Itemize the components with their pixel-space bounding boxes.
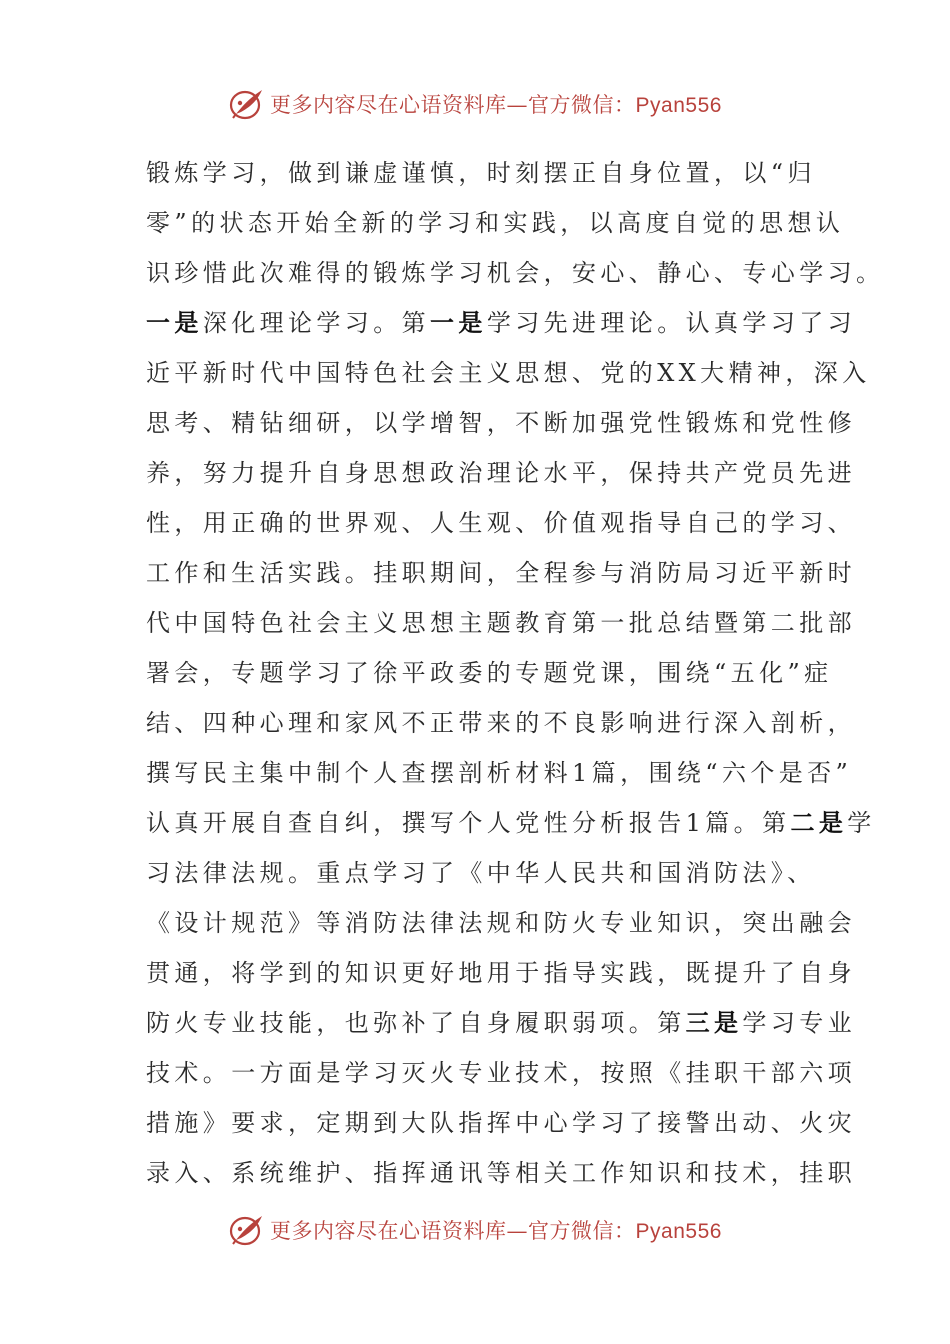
quill-logo-icon xyxy=(228,87,266,121)
text-line xyxy=(146,498,856,548)
text-line xyxy=(146,1148,856,1198)
footer-wechat-id: Pyan556 xyxy=(635,1220,722,1243)
text-run: 防火专业技能，也弥补了自身履职弱项。第 xyxy=(146,1009,686,1037)
text-line xyxy=(146,648,833,698)
text-run: 撰写民主集中制个人查摆剖析材料1篇，围绕“六个是否” xyxy=(146,759,853,787)
header-text: 更多内容尽在心语资料库—官方微信：Pyan556 xyxy=(270,93,722,117)
header-banner xyxy=(0,82,950,126)
text-run: 思考、精钻细研，以学增智，不断加强党性锻炼和党性修 xyxy=(146,409,856,437)
text-run: 学 xyxy=(847,809,876,837)
footer-banner xyxy=(0,1208,950,1252)
text-run: 署会，专题学习了徐平政委的专题党课，围绕“五化”症 xyxy=(146,659,833,687)
text-line xyxy=(146,1048,856,1098)
text-run: 学习专业 xyxy=(742,1009,857,1037)
text-line xyxy=(146,1098,856,1148)
text-line xyxy=(146,998,857,1048)
text-line xyxy=(146,948,856,998)
bold-marker: 一是 xyxy=(430,309,487,337)
text-line xyxy=(146,748,853,798)
text-run: 近平新时代中国特色社会主义思想、党的XX大精神，深入 xyxy=(146,359,871,387)
text-run: 工作和生活实践。挂职期间，全程参与消防局习近平新时 xyxy=(146,559,856,587)
text-run: 识珍惜此次难得的锻炼学习机会，安心、静心、专心学习。 xyxy=(146,259,885,287)
text-line xyxy=(146,148,826,198)
text-run: 代中国特色社会主义思想主题教育第一批总结暨第二批部 xyxy=(146,609,856,637)
bold-marker: 一是 xyxy=(146,309,203,337)
text-run: 措施》要求，定期到大队指挥中心学习了接警出动、火灾 xyxy=(146,1109,856,1137)
text-line xyxy=(146,248,885,298)
text-run: 深化理论学习。第 xyxy=(202,309,431,337)
text-run: 贯通，将学到的知识更好地用于指导实践，既提升了自身 xyxy=(146,959,856,987)
bold-marker: 二是 xyxy=(790,809,848,837)
text-line xyxy=(146,548,856,598)
text-line xyxy=(146,198,845,248)
text-run: 录入、系统维护、指挥通讯等相关工作知识和技术，挂职 xyxy=(146,1159,856,1187)
text-run: 性，用正确的世界观、人生观、价值观指导自己的学习、 xyxy=(146,509,856,537)
text-run: 学习先进理论。认真学习了习 xyxy=(486,309,857,337)
text-run: 养，努力提升自身思想政治理论水平，保持共产党员先进 xyxy=(146,459,856,487)
text-run: 技术。一方面是学习灭火专业技术，按照《挂职干部六项 xyxy=(146,1059,856,1087)
text-line xyxy=(146,698,856,748)
text-run: 结、四种心理和家风不正带来的不良影响进行深入剖析， xyxy=(146,709,856,737)
text-run: 锻炼学习，做到谦虚谨慎，时刻摆正自身位置，以“归 xyxy=(146,159,816,187)
header-wechat-id: Pyan556 xyxy=(635,94,722,117)
bold-marker: 三是 xyxy=(685,1009,743,1037)
text-line xyxy=(146,798,876,848)
footer-text: 更多内容尽在心语资料库—官方微信：Pyan556 xyxy=(270,1219,722,1243)
text-run: 习法律法规。重点学习了《中华人民共和国消防法》、 xyxy=(146,859,816,887)
text-run: 零”的状态开始全新的学习和实践，以高度自觉的思想认 xyxy=(146,209,845,237)
text-run: 《设计规范》等消防法律法规和防火专业知识，突出融会 xyxy=(146,909,856,937)
text-line xyxy=(146,898,856,948)
text-run: 认真开展自查自纠，撰写个人党性分析报告1篇。第 xyxy=(146,809,791,837)
text-line xyxy=(146,598,856,648)
text-line xyxy=(146,348,871,398)
text-line xyxy=(146,298,857,348)
text-line xyxy=(146,448,856,498)
document-body xyxy=(146,148,885,1198)
text-line xyxy=(146,848,826,898)
text-line xyxy=(146,398,856,448)
quill-logo-icon xyxy=(228,1213,266,1247)
